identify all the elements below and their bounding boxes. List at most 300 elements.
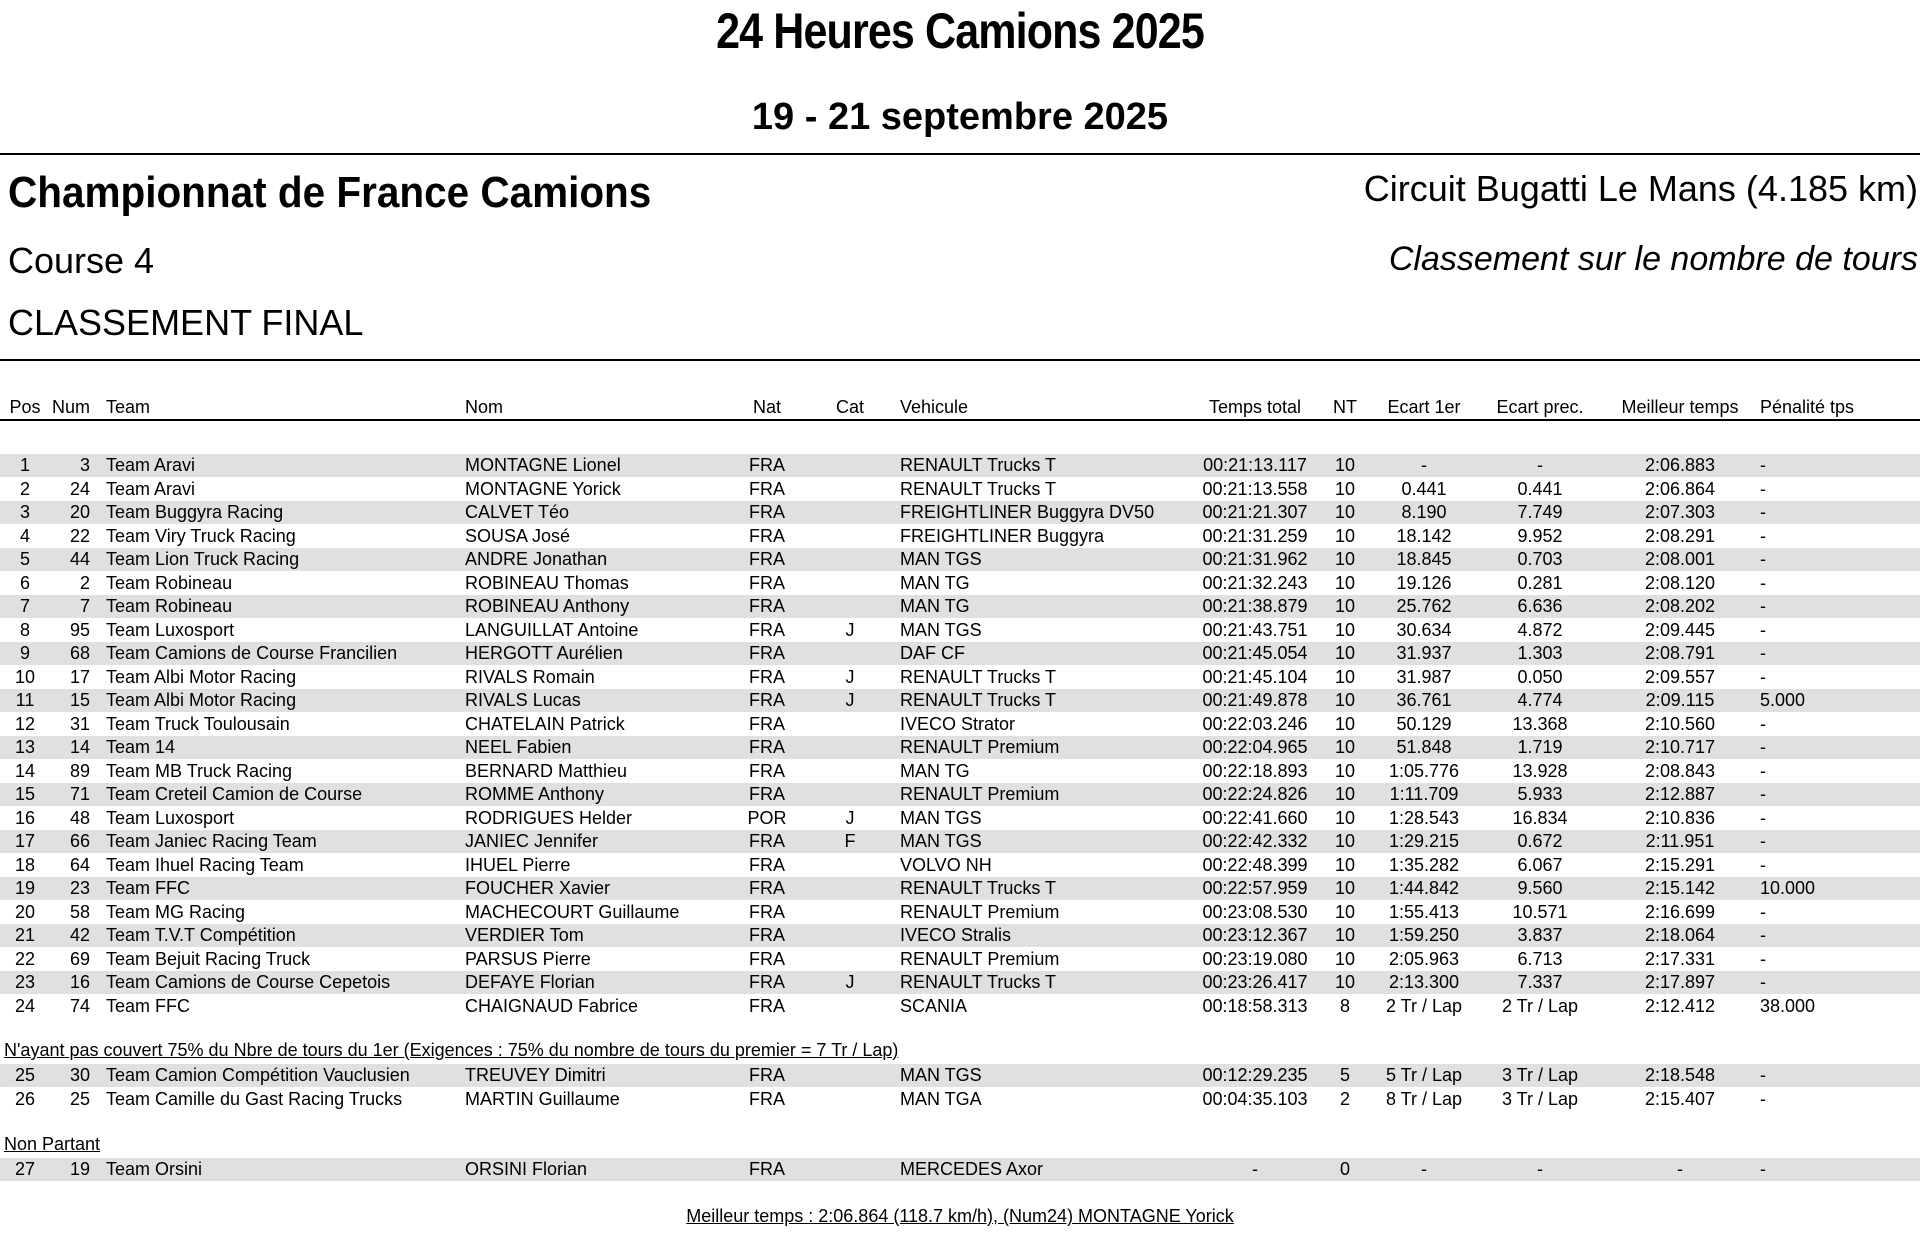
cell-ecart-1er: 2:05.963: [1388, 948, 1460, 969]
cell-pos: 1: [19, 455, 30, 475]
cell-pos: 19: [14, 878, 36, 898]
cell-vehicule: RENAULT Trucks T: [900, 455, 1057, 475]
cell-team: Team Luxosport: [106, 807, 235, 828]
cell-vehicule: MERCEDES Axor: [900, 1159, 1044, 1179]
cell-num: 2: [79, 572, 90, 593]
cell-num: 16: [69, 972, 90, 992]
cell-penalite: -: [1760, 784, 1766, 804]
cell-cat: F: [844, 831, 856, 851]
cell-ecart-1er: 2 Tr / Lap: [1385, 995, 1463, 1016]
cell-nom: BERNARD Matthieu: [465, 760, 628, 781]
cell-temps-total: 00:21:13.558: [1202, 478, 1308, 499]
cell-pos: 23: [14, 972, 36, 992]
cell-cat: J: [845, 972, 855, 992]
cell-ecart-prec: 9.952: [1517, 525, 1563, 546]
cell-meilleur-temps: -: [1677, 1159, 1683, 1179]
cell-penalite: -: [1760, 666, 1766, 687]
col-penalite: Pénalité tps: [1760, 397, 1855, 417]
cell-team: Team Camion Compétition Vauclusien: [106, 1065, 410, 1085]
cell-nt: 10: [1334, 760, 1356, 781]
cell-num: 19: [69, 1159, 90, 1179]
col-meilleur-temps: Meilleur temps: [1621, 397, 1739, 417]
cell-team: Team Creteil Camion de Course: [106, 784, 363, 804]
cell-nat: FRA: [749, 572, 785, 593]
cell-temps-total: 00:12:29.235: [1202, 1065, 1308, 1085]
cell-ecart-prec: 5.933: [1517, 784, 1563, 804]
cell-ecart-prec: 0.441: [1517, 478, 1563, 499]
cell-nt: 2: [1339, 1088, 1350, 1109]
cell-team: Team T.V.T Compétition: [106, 925, 296, 945]
cell-pos: 16: [14, 807, 36, 828]
cell-penalite: -: [1760, 1065, 1766, 1085]
cell-ecart-prec: -: [1537, 1159, 1543, 1179]
cell-ecart-prec: 4.774: [1517, 690, 1563, 710]
cell-team: Team 14: [106, 737, 176, 757]
cell-team: Team Camille du Gast Racing Trucks: [106, 1088, 403, 1109]
cell-meilleur-temps: 2:08.202: [1644, 596, 1716, 616]
cell-nt: 8: [1339, 995, 1350, 1016]
header-divider: [0, 359, 1920, 361]
table-row: [0, 666, 1920, 689]
cell-penalite: -: [1760, 643, 1766, 663]
cell-vehicule: RENAULT Trucks T: [900, 972, 1057, 992]
cell-meilleur-temps: 2:15.291: [1644, 854, 1716, 875]
cell-pos: 12: [14, 713, 36, 734]
cell-num: 44: [69, 549, 90, 569]
cell-ecart-1er: 8 Tr / Lap: [1385, 1088, 1463, 1109]
col-ecart-prec: Ecart prec.: [1496, 397, 1584, 417]
cell-meilleur-temps: 2:09.557: [1644, 666, 1716, 687]
table-row: [0, 501, 1920, 524]
cell-ecart-1er: 50.129: [1396, 713, 1452, 734]
cell-vehicule: RENAULT Premium: [900, 737, 1060, 757]
table-row: [0, 595, 1920, 618]
cell-penalite: -: [1760, 807, 1766, 828]
table-row: [0, 454, 1920, 477]
cell-nom: RIVALS Romain: [465, 666, 595, 687]
cell-num: 58: [69, 901, 90, 922]
cell-temps-total: 00:21:45.054: [1202, 643, 1308, 663]
cell-nat: FRA: [749, 1065, 785, 1085]
cell-ecart-prec: 4.872: [1517, 619, 1563, 640]
cell-ecart-1er: 18.845: [1396, 549, 1452, 569]
cell-meilleur-temps: 2:11.951: [1645, 831, 1715, 851]
cell-num: 23: [69, 878, 90, 898]
table-row: [0, 877, 1920, 900]
cell-nt: 5: [1339, 1065, 1350, 1085]
cell-nat: FRA: [749, 502, 785, 522]
table-row: [0, 807, 1920, 830]
cell-nom: RIVALS Lucas: [465, 690, 581, 710]
cell-ecart-1er: 1:35.282: [1388, 854, 1460, 875]
col-nom: Nom: [465, 397, 504, 417]
cell-meilleur-temps: 2:07.303: [1644, 502, 1716, 522]
cell-nom: SOUSA José: [465, 525, 571, 546]
col-team: Team: [106, 397, 151, 417]
cell-nt: 10: [1334, 666, 1356, 687]
cell-temps-total: 00:21:43.751: [1202, 619, 1308, 640]
cell-penalite: -: [1760, 713, 1766, 734]
table-row: [0, 1158, 1920, 1181]
cell-nom: ROBINEAU Anthony: [465, 596, 630, 616]
cell-ecart-prec: 6.067: [1517, 854, 1563, 875]
cell-nt: 10: [1334, 690, 1356, 710]
cell-nat: FRA: [749, 854, 785, 875]
cell-ecart-1er: 31.937: [1396, 643, 1452, 663]
cell-team: Team Robineau: [106, 572, 233, 593]
cell-temps-total: 00:21:21.307: [1202, 502, 1308, 522]
cell-temps-total: 00:21:32.243: [1202, 572, 1308, 593]
cell-vehicule: RENAULT Premium: [900, 901, 1060, 922]
cell-temps-total: 00:22:04.965: [1202, 737, 1308, 757]
cell-nom: FOUCHER Xavier: [465, 878, 611, 898]
cell-nom: VERDIER Tom: [465, 925, 584, 945]
cell-meilleur-temps: 2:15.407: [1644, 1088, 1716, 1109]
cell-pos: 24: [14, 995, 36, 1016]
cell-meilleur-temps: 2:06.883: [1644, 455, 1716, 475]
cell-nat: FRA: [749, 737, 785, 757]
cell-ecart-prec: 3 Tr / Lap: [1501, 1088, 1579, 1109]
race-name: Course 4: [8, 240, 155, 281]
cell-cat: J: [845, 666, 855, 687]
cell-vehicule: MAN TGA: [900, 1088, 982, 1109]
cell-ecart-prec: 10.571: [1512, 901, 1568, 922]
cell-pos: 6: [19, 572, 30, 593]
cell-temps-total: 00:21:31.962: [1202, 549, 1308, 569]
cell-nom: JANIEC Jennifer: [465, 831, 599, 851]
cell-team: Team FFC: [106, 878, 191, 898]
cell-ecart-prec: 3.837: [1517, 925, 1563, 945]
table-row: [0, 478, 1920, 501]
event-dates: 19 - 21 septembre 2025: [751, 96, 1169, 138]
table-row: [0, 642, 1920, 665]
cell-nat: FRA: [749, 713, 785, 734]
cell-pos: 11: [15, 690, 35, 710]
cell-cat: J: [845, 807, 855, 828]
cell-vehicule: MAN TGS: [900, 619, 982, 640]
cell-team: Team Albi Motor Racing: [106, 690, 297, 710]
cell-pos: 5: [19, 549, 30, 569]
cell-nom: ANDRE Jonathan: [465, 549, 608, 569]
cell-meilleur-temps: 2:18.548: [1644, 1065, 1716, 1085]
cell-team: Team Ihuel Racing Team: [106, 854, 304, 875]
cell-ecart-prec: 13.368: [1512, 713, 1568, 734]
table-row: [0, 572, 1920, 595]
cell-nt: 10: [1334, 784, 1356, 804]
cell-nt: 10: [1334, 643, 1356, 663]
cell-num: 7: [79, 596, 90, 616]
cell-ecart-prec: 0.050: [1517, 666, 1563, 687]
cell-nt: 10: [1334, 972, 1356, 992]
cell-penalite: -: [1760, 478, 1766, 499]
cell-pos: 2: [19, 478, 30, 499]
cell-num: 30: [69, 1065, 90, 1085]
cell-penalite: -: [1760, 572, 1766, 593]
cell-ecart-prec: 1.303: [1517, 643, 1563, 663]
cell-penalite: -: [1760, 596, 1766, 616]
classification-type: Classement sur le nombre de tours: [1388, 240, 1918, 278]
cell-nat: FRA: [749, 901, 785, 922]
table-row: [0, 548, 1920, 571]
cell-team: Team Bejuit Racing Truck: [106, 948, 311, 969]
cell-meilleur-temps: 2:08.120: [1644, 572, 1716, 593]
cell-vehicule: MAN TGS: [900, 549, 982, 569]
cell-meilleur-temps: 2:12.412: [1644, 995, 1716, 1016]
cell-nat: FRA: [749, 948, 785, 969]
table-row: [0, 924, 1920, 947]
cell-pos: 21: [14, 925, 36, 945]
cell-penalite: -: [1760, 831, 1766, 851]
cell-vehicule: RENAULT Premium: [900, 784, 1060, 804]
cell-nat: FRA: [749, 760, 785, 781]
table-row: [0, 619, 1920, 642]
cell-pos: 4: [19, 525, 30, 546]
cell-num: 15: [69, 690, 90, 710]
cell-team: Team Robineau: [106, 596, 233, 616]
cell-team: Team Buggyra Racing: [106, 502, 284, 522]
classification-title: CLASSEMENT FINAL: [8, 302, 364, 343]
cell-nom: IHUEL Pierre: [465, 854, 571, 875]
cell-meilleur-temps: 2:10.836: [1644, 807, 1716, 828]
cell-nt: 10: [1334, 807, 1356, 828]
cell-ecart-1er: 1:59.250: [1388, 925, 1460, 945]
cell-penalite: -: [1760, 854, 1766, 875]
cell-temps-total: 00:22:57.959: [1202, 878, 1308, 898]
not-covered-label: N'ayant pas couvert 75% du Nbre de tours du 1er (Exigences : 75% du nombre de tours du premier = 7 Tr / Lap): [4, 1040, 899, 1060]
cell-temps-total: 00:21:13.117: [1203, 455, 1307, 475]
cell-team: Team Camions de Course Cepetois: [106, 972, 391, 992]
cell-meilleur-temps: 2:18.064: [1644, 925, 1716, 945]
cell-nom: DEFAYE Florian: [465, 972, 595, 992]
cell-nt: 10: [1334, 572, 1356, 593]
cell-pos: 27: [14, 1159, 36, 1179]
cell-num: 22: [69, 525, 90, 546]
cell-meilleur-temps: 2:12.887: [1644, 784, 1716, 804]
cell-nom: HERGOTT Aurélien: [465, 643, 623, 663]
top-divider: [0, 153, 1920, 155]
cell-nat: FRA: [749, 619, 785, 640]
cell-pos: 13: [14, 737, 36, 757]
cell-nt: 10: [1334, 525, 1356, 546]
cell-nom: RODRIGUES Helder: [465, 807, 633, 828]
cell-num: 42: [69, 925, 90, 945]
cell-penalite: -: [1760, 901, 1766, 922]
cell-ecart-prec: 6.713: [1517, 948, 1563, 969]
cell-vehicule: IVECO Stralis: [900, 925, 1012, 945]
cell-vehicule: RENAULT Premium: [900, 948, 1060, 969]
cell-num: 24: [69, 478, 90, 499]
table-row: [0, 713, 1920, 736]
cell-vehicule: FREIGHTLINER Buggyra DV50: [900, 502, 1155, 522]
cell-temps-total: 00:23:12.367: [1202, 925, 1308, 945]
cell-ecart-prec: 0.281: [1517, 572, 1563, 593]
cell-vehicule: MAN TGS: [900, 1065, 982, 1085]
cell-temps-total: 00:22:24.826: [1202, 784, 1308, 804]
cell-ecart-prec: 13.928: [1512, 760, 1568, 781]
col-nt: NT: [1333, 397, 1357, 417]
cell-nom: CALVET Téo: [465, 502, 570, 522]
cell-meilleur-temps: 2:10.717: [1644, 737, 1716, 757]
cell-ecart-prec: 1.719: [1517, 737, 1563, 757]
cell-ecart-1er: 2:13.300: [1388, 972, 1460, 992]
cell-ecart-1er: 5 Tr / Lap: [1385, 1065, 1463, 1085]
cell-num: 20: [69, 502, 90, 522]
cell-meilleur-temps: 2:15.142: [1644, 878, 1716, 898]
cell-nt: 10: [1334, 478, 1356, 499]
cell-meilleur-temps: 2:06.864: [1644, 478, 1716, 499]
cell-vehicule: MAN TGS: [900, 807, 982, 828]
col-temps-total: Temps total: [1208, 397, 1302, 417]
col-ecart-1er: Ecart 1er: [1387, 397, 1461, 417]
cell-nat: FRA: [749, 1159, 785, 1179]
cell-team: Team Lion Truck Racing: [106, 549, 300, 569]
cell-nat: FRA: [749, 666, 785, 687]
cell-meilleur-temps: 2:10.560: [1644, 713, 1716, 734]
championship-title: Championnat de France Camions: [8, 168, 652, 217]
cell-ecart-prec: 0.703: [1517, 549, 1563, 569]
cell-ecart-prec: 7.749: [1517, 502, 1563, 522]
non-starter-label: Non Partant: [4, 1134, 101, 1154]
cell-meilleur-temps: 2:09.445: [1644, 619, 1716, 640]
cell-temps-total: -: [1252, 1159, 1258, 1179]
cell-ecart-1er: 18.142: [1396, 525, 1452, 546]
cell-temps-total: 00:04:35.103: [1202, 1088, 1308, 1109]
table-row: [0, 995, 1920, 1018]
cell-team: Team MG Racing: [106, 901, 246, 922]
cell-ecart-1er: 25.762: [1396, 596, 1452, 616]
cell-penalite: -: [1760, 925, 1766, 945]
cell-nt: 10: [1334, 831, 1356, 851]
cell-num: 68: [69, 643, 90, 663]
cell-cat: J: [845, 690, 855, 710]
cell-num: 66: [69, 831, 90, 851]
col-nat: Nat: [752, 397, 781, 417]
cell-num: 14: [69, 737, 90, 757]
cell-nat: FRA: [749, 596, 785, 616]
cell-num: 25: [69, 1088, 90, 1109]
cell-nt: 10: [1334, 878, 1356, 898]
cell-team: Team MB Truck Racing: [106, 760, 293, 781]
cell-cat: J: [845, 619, 855, 640]
cell-team: Team Camions de Course Francilien: [106, 643, 398, 663]
cell-nt: 10: [1334, 901, 1356, 922]
cell-penalite: -: [1760, 760, 1766, 781]
cell-penalite: -: [1760, 1088, 1766, 1109]
cell-ecart-prec: -: [1537, 455, 1543, 475]
cell-ecart-1er: -: [1421, 455, 1427, 475]
cell-nom: NEEL Fabien: [465, 737, 572, 757]
cell-vehicule: MAN TGS: [900, 831, 982, 851]
cell-vehicule: RENAULT Trucks T: [900, 878, 1057, 898]
cell-nat: FRA: [749, 831, 785, 851]
cell-nt: 10: [1334, 549, 1356, 569]
cell-nt: 10: [1334, 619, 1356, 640]
table-row: [0, 948, 1920, 971]
cell-nt: 10: [1334, 502, 1356, 522]
cell-nat: FRA: [749, 549, 785, 569]
cell-team: Team Orsini: [106, 1159, 203, 1179]
cell-temps-total: 00:21:31.259: [1202, 525, 1308, 546]
table-header-divider: [0, 419, 1920, 421]
cell-ecart-1er: 1:28.543: [1388, 807, 1460, 828]
circuit-name: Circuit Bugatti Le Mans (4.185 km): [1363, 168, 1918, 209]
cell-ecart-1er: 1:05.776: [1388, 760, 1460, 781]
cell-nom: PARSUS Pierre: [465, 948, 591, 969]
cell-temps-total: 00:18:58.313: [1202, 995, 1308, 1016]
table-header: [0, 394, 1920, 420]
cell-vehicule: IVECO Strator: [900, 713, 1016, 734]
cell-num: 95: [69, 619, 90, 640]
cell-team: Team Albi Motor Racing: [106, 666, 297, 687]
cell-ecart-prec: 3 Tr / Lap: [1501, 1065, 1579, 1085]
cell-num: 71: [69, 784, 90, 804]
cell-temps-total: 00:23:08.530: [1202, 901, 1308, 922]
col-pos: Pos: [9, 397, 41, 417]
cell-ecart-prec: 0.672: [1517, 831, 1563, 851]
cell-meilleur-temps: 2:08.291: [1644, 525, 1716, 546]
cell-temps-total: 00:23:26.417: [1202, 972, 1308, 992]
cell-pos: 18: [14, 854, 36, 875]
cell-temps-total: 00:22:42.332: [1202, 831, 1308, 851]
cell-nat: FRA: [749, 525, 785, 546]
table-row: [0, 525, 1920, 548]
cell-pos: 22: [14, 948, 36, 969]
cell-nom: CHATELAIN Patrick: [465, 713, 625, 734]
cell-nom: MACHECOURT Guillaume: [465, 901, 680, 922]
cell-team: Team Truck Toulousain: [106, 713, 290, 734]
cell-num: 48: [69, 807, 90, 828]
cell-vehicule: DAF CF: [900, 643, 965, 663]
cell-pos: 10: [14, 666, 36, 687]
event-title: 24 Heures Camions 2025: [716, 3, 1204, 59]
col-num: Num: [51, 397, 90, 417]
cell-meilleur-temps: 2:08.791: [1644, 643, 1716, 663]
cell-nat: FRA: [749, 878, 785, 898]
cell-penalite: 5.000: [1760, 690, 1806, 710]
table-row: [0, 760, 1920, 783]
cell-ecart-1er: 1:11.709: [1389, 784, 1459, 804]
cell-ecart-1er: 1:55.413: [1388, 901, 1460, 922]
col-cat: Cat: [835, 397, 864, 417]
cell-pos: 17: [14, 831, 36, 851]
cell-num: 3: [79, 455, 90, 475]
cell-ecart-1er: 36.761: [1396, 690, 1452, 710]
cell-nt: 10: [1334, 925, 1356, 945]
cell-temps-total: 00:22:41.660: [1202, 807, 1308, 828]
cell-penalite: -: [1760, 525, 1766, 546]
cell-ecart-1er: 8.190: [1401, 502, 1447, 522]
table-row: [0, 1088, 1920, 1111]
table-row: [0, 689, 1920, 712]
cell-ecart-prec: 7.337: [1517, 972, 1563, 992]
cell-temps-total: 00:22:03.246: [1202, 713, 1308, 734]
cell-vehicule: FREIGHTLINER Buggyra: [900, 525, 1105, 546]
cell-nom: LANGUILLAT Antoine: [465, 619, 639, 640]
cell-ecart-1er: 51.848: [1396, 737, 1452, 757]
table-row: [0, 854, 1920, 877]
cell-ecart-prec: 2 Tr / Lap: [1501, 995, 1579, 1016]
table-row: [0, 783, 1920, 806]
cell-temps-total: 00:21:45.104: [1202, 666, 1308, 687]
cell-ecart-1er: 0.441: [1401, 478, 1447, 499]
cell-penalite: -: [1760, 1159, 1766, 1179]
cell-nom: MONTAGNE Yorick: [465, 478, 621, 499]
cell-num: 17: [69, 666, 90, 687]
cell-num: 69: [69, 948, 90, 969]
cell-num: 74: [69, 995, 90, 1016]
cell-temps-total: 00:22:18.893: [1202, 760, 1308, 781]
cell-team: Team Aravi: [106, 478, 196, 499]
